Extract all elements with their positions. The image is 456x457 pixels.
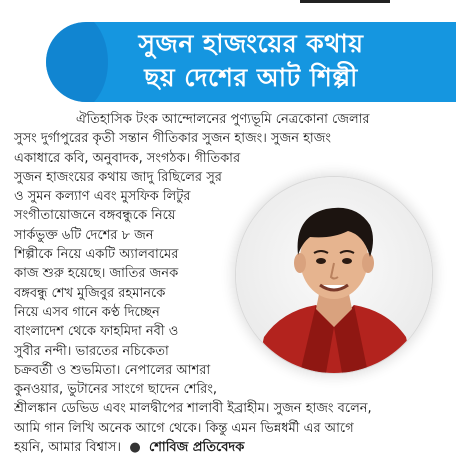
article-line: ঐতিহাসিক টংক আন্দোলনের পুণ্যভূমি নেত্রকোনা জেলার [76,112,370,127]
article-line: একাধারে কবি, অনুবাদক, সংগঠক। গীতিকার [14,150,241,166]
article-line: আমি গান লিখি অনেক আগে থেকে। কিন্তু এমন ভিন্নধর্মী এর আগে [14,420,354,436]
article-line: সুজন হাজংয়ের কথায় জাদু রিছিলের সুর [14,169,222,185]
headline-banner [46,22,456,102]
portrait-illustration [236,177,432,373]
article-last-line [14,438,444,457]
bullet-icon: ● [125,440,145,456]
article-line: কুনওয়ার, ভুটানের সাংগে ছাদেন শেরিং, [14,382,218,398]
portrait-photo [236,177,432,373]
byline: শোবিজ প্রতিবেদক [148,440,245,456]
article-line: সুবীর নন্দী। ভারতের নচিকেতা [14,343,169,359]
article-line: নিয়ে এসব গানে কণ্ঠ দিচ্ছেন [14,304,160,320]
article-line: শিল্পীকে নিয়ে একটি অ্যালবামের [14,247,179,263]
article-line: হয়নি, আমার বিশ্বাস। [14,440,122,456]
article-line: সার্কভুক্ত ৬টি দেশের ৮ জন [14,227,154,243]
headline-line-2: ছয় দেশের আট শিল্পী [144,63,358,92]
article-line: বঙ্গবন্ধু শেখ মুজিবুর রহমানকে [14,285,166,301]
article-line: কাজ শুরু হয়েছে। জাতির জনক [14,266,179,282]
top-rule [300,0,390,3]
article-line: ও সুমন কল্যাণ এবং মুসফিক লিটুর [14,189,191,205]
article-line: সংগীতায়োজনে বঙ্গবন্ধুকে নিয়ে [14,208,176,224]
article-line: চক্রবর্তী ও শুভমিতা। নেপালের আশরা [14,362,211,378]
article-line: শ্রীলঙ্কান ডেভিড এবং মালদ্বীপের শালাবী ইব্রাহীম। সুজন হাজং বলেন, [14,401,372,417]
article-line: সুসং দুর্গাপুরের কৃতী সন্তান গীতিকার সুজন হাজং। সুজন হাজং [14,131,331,147]
article-line: বাংলাদেশ থেকে ফাহমিদা নবী ও [14,324,179,340]
headline-line-1: সুজন হাজংয়ের কথায় [138,29,364,58]
